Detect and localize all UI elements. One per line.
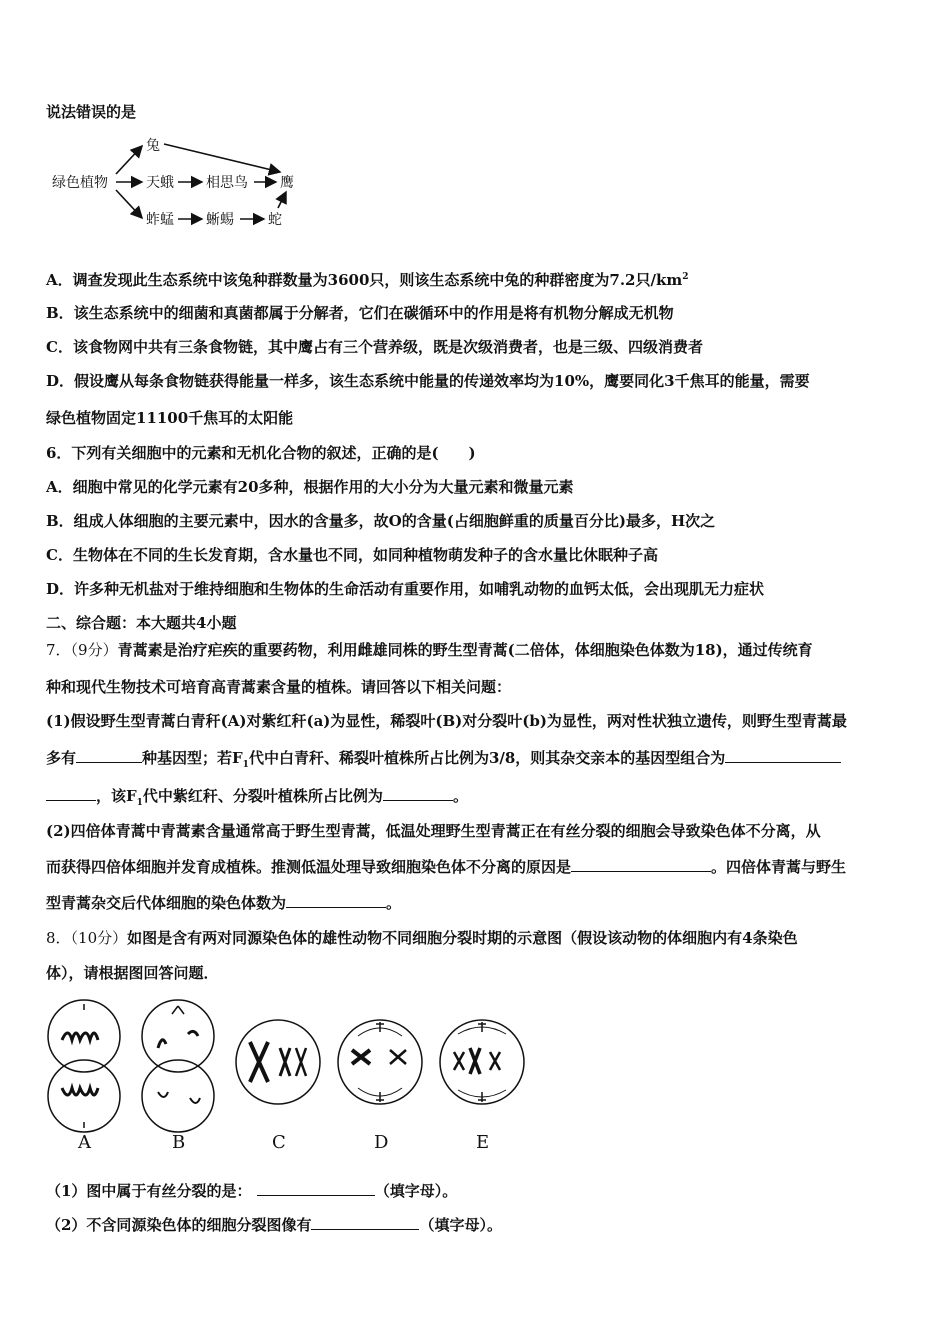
answer-blank-chromosome-count[interactable] — [286, 893, 386, 908]
node-moth: 天蛾 — [146, 175, 174, 191]
q7-part2-line2: 而获得四倍体细胞并发育成植株。推测低温处理导致细胞染色体不分离的原因是 。四倍体青蒿与野生 — [46, 858, 847, 876]
section-heading: 二、综合题：本大题共4小题 — [46, 614, 237, 632]
q7-part2-line1: (2)四倍体青蒿中青蒿素含量通常高于野生型青蒿，低温处理野生型青蒿正在有丝分裂的细胞会导致染色体不分离，从 — [46, 822, 821, 840]
food-web-diagram — [46, 132, 306, 232]
cell-label-e: E — [476, 1132, 490, 1153]
cell-label-b: B — [172, 1132, 186, 1153]
q6-option-d: D．许多种无机盐对于维持细胞和生物体的生命活动有重要作用，如哺乳动物的血钙太低，会出现肌无力症状 — [46, 580, 765, 598]
q6-option-c: C．生物体在不同的生长发育期，含水量也不同，如同种植物萌发种子的含水量比休眠种子高 — [46, 546, 658, 564]
cell-b — [142, 1000, 214, 1132]
answer-blank-ratio[interactable] — [383, 786, 453, 801]
answer-blank-mitosis[interactable] — [257, 1181, 375, 1196]
answer-blank-parent-genotypes-cont[interactable] — [46, 786, 96, 801]
node-snake: 蛇 — [268, 212, 282, 228]
q8-stem-line2: 体），请根据图回答问题． — [46, 964, 219, 982]
q5-option-d-line1: D．假设鹰从每条食物链获得能量一样多，该生态系统中能量的传递效率均为10%，鹰要同化3千焦耳的能量，需要 — [46, 372, 810, 390]
q7-part1-line3: ，该$F_1$代中紫红秆、分裂叶植株所占比例为 。 — [46, 786, 910, 806]
cell-division-figure — [40, 996, 540, 1161]
cell-d — [338, 1020, 422, 1104]
q5-option-a: A．调查发现此生态系统中该兔种群数量为3600只，则该生态系统中兔的种群密度为7.2只$/km^2$ — [46, 271, 689, 289]
answer-blank-parent-genotypes[interactable] — [725, 748, 841, 763]
q5-stem-tail: 说法错误的是 — [46, 103, 137, 121]
q7-part1-line2: 多有 种基因型；若$F_1$代中白青秆、稀裂叶植株所占比例为3/8，则其杂交亲本的基因型组合为 — [46, 748, 910, 768]
node-grasshopper: 蚱蜢 — [146, 212, 174, 228]
q7-stem-line2: 种和现代生物技术可培育高青蒿素含量的植株。请回答以下相关问题： — [46, 678, 512, 696]
node-rabbit: 兔 — [146, 138, 160, 154]
answer-blank-no-homologous[interactable] — [311, 1215, 419, 1230]
arrow-plant-rabbit — [116, 146, 142, 174]
node-lizard: 蜥蜴 — [206, 212, 234, 228]
cell-c — [236, 1020, 320, 1104]
cell-label-c: C — [272, 1132, 286, 1153]
cell-e — [440, 1020, 524, 1104]
q6-option-a: A．细胞中常见的化学元素有20多种，根据作用的大小分为大量元素和微量元素 — [46, 478, 574, 496]
arrow-plant-grasshopper — [116, 190, 142, 218]
q7-part2-line3: 型青蒿杂交后代体细胞的染色体数为 。 — [46, 894, 402, 912]
q8-stem-line1: 8．（10分）如图是含有两对同源染色体的雄性动物不同细胞分裂时期的示意图（假设该动物的体细胞内有4条染色 — [46, 929, 798, 947]
cell-label-a: A — [78, 1132, 91, 1153]
answer-blank-reason[interactable] — [571, 857, 711, 872]
q7-stem-line1: 7．（9分）青蒿素是治疗疟疾的重要药物，利用雌雄同株的野生型青蒿(二倍体，体细胞染色体数为18)，通过传统育 — [46, 641, 813, 659]
q7-part1-line1: (1)假设野生型青蒿白青秆(A)对紫红秆(a)为显性，稀裂叶(B)对分裂叶(b)为显性，两对性状独立遗传，则野生型青蒿最 — [46, 712, 847, 730]
node-eagle: 鹰 — [280, 175, 294, 191]
cell-label-d: D — [374, 1132, 389, 1153]
q5-option-b: B．该生态系统中的细菌和真菌都属于分解者，它们在碳循环中的作用是将有机物分解成无机物 — [46, 304, 674, 322]
q8-sub1: （1）图中属于有丝分裂的是： （填字母）。 — [46, 1182, 458, 1200]
node-plant: 绿色植物 — [52, 175, 108, 191]
answer-blank-genotype-count[interactable] — [76, 748, 142, 763]
q8-sub2: （2）不含同源染色体的细胞分裂图像有 （填字母）。 — [46, 1216, 502, 1234]
q5-option-d-line2: 绿色植物固定11100千焦耳的太阳能 — [46, 409, 294, 427]
cell-a — [48, 1000, 120, 1132]
arrow-snake-eagle — [278, 192, 286, 208]
q6-stem: 6．下列有关细胞中的元素和无机化合物的叙述，正确的是( ) — [46, 444, 476, 462]
q5-option-c: C．该食物网中共有三条食物链，其中鹰占有三个营养级，既是次级消费者，也是三级、四级消费者 — [46, 338, 703, 356]
q6-option-b: B．组成人体细胞的主要元素中，因水的含量多，故O的含量(占细胞鲜重的质量百分比)最多，H次之 — [46, 512, 716, 530]
arrow-rabbit-eagle — [164, 144, 280, 172]
node-bird: 相思鸟 — [206, 175, 248, 191]
